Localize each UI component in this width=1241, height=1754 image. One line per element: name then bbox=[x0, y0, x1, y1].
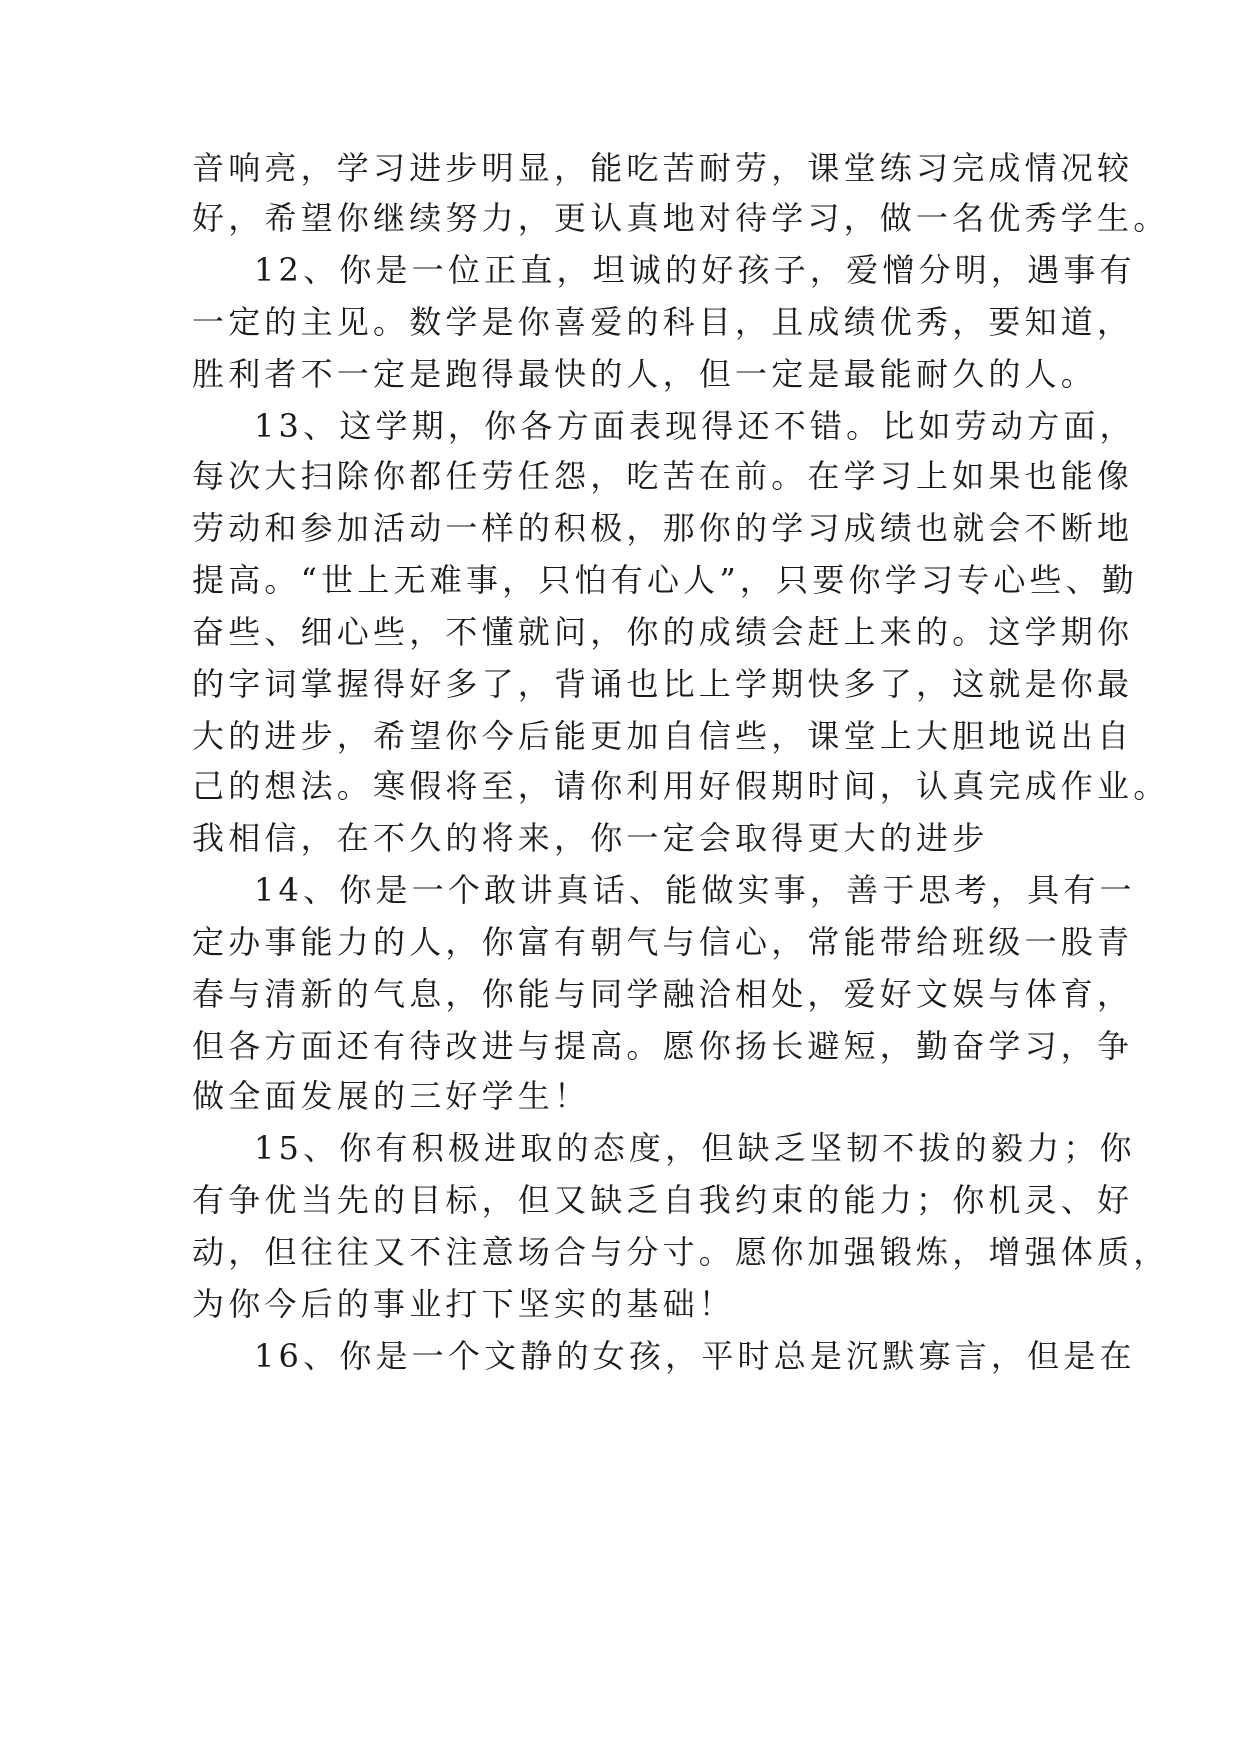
text-line: 提高。“世上无难事，只怕有心人”，只要你学习专心些、勤 bbox=[192, 561, 1139, 599]
text-line: 我相信，在不久的将来，你一定会取得更大的进步 bbox=[192, 819, 989, 857]
text-line: 的字词掌握得好多了，背诵也比上学期快多了，这就是你最 bbox=[192, 665, 1134, 703]
text-line: 春与清新的气息，你能与同学融洽相处，爱好文娱与体育， bbox=[192, 975, 1134, 1013]
paragraph-start-12: 12、你是一位正直，坦诚的好孩子，爱憎分明，遇事有 bbox=[254, 251, 1136, 289]
paragraph-start-14: 14、你是一个敢讲真话、能做实事，善于思考，具有一 bbox=[254, 871, 1136, 909]
text-line: 定办事能力的人，你富有朝气与信心，常能带给班级一股青 bbox=[192, 923, 1134, 961]
text-line: 但各方面还有待改进与提高。愿你扬长避短，勤奋学习，争 bbox=[192, 1027, 1134, 1065]
text-line: 有争优当先的目标，但又缺乏自我约束的能力；你机灵、好 bbox=[192, 1181, 1134, 1219]
text-line: 每次大扫除你都任劳任怨，吃苦在前。在学习上如果也能像 bbox=[192, 457, 1134, 495]
text-line: 劳动和参加活动一样的积极，那你的学习成绩也就会不断地 bbox=[192, 509, 1134, 547]
paragraph-start-15: 15、你有积极进取的态度，但缺乏坚韧不拔的毅力；你 bbox=[254, 1129, 1136, 1167]
text-line: 大的进步，希望你今后能更加自信些，课堂上大胆地说出自 bbox=[192, 717, 1134, 755]
text-line: 胜利者不一定是跑得最快的人，但一定是最能耐久的人。 bbox=[192, 355, 1098, 393]
paragraph-start-13: 13、这学期，你各方面表现得还不错。比如劳动方面， bbox=[254, 407, 1136, 445]
text-line: 动，但往往又不注意场合与分寸。愿你加强锻炼，增强体质， bbox=[192, 1233, 1170, 1271]
text-line: 一定的主见。数学是你喜爱的科目，且成绩优秀，要知道， bbox=[192, 303, 1134, 341]
text-line: 为你今后的事业打下坚实的基础！ bbox=[192, 1285, 736, 1323]
text-line: 好，希望你继续努力，更认真地对待学习，做一名优秀学生。 bbox=[192, 199, 1170, 237]
text-line: 做全面发展的三好学生！ bbox=[192, 1077, 591, 1115]
paragraph-start-16: 16、你是一个文静的女孩，平时总是沉默寡言，但是在 bbox=[254, 1337, 1136, 1375]
text-line: 奋些、细心些，不懂就问，你的成绩会赶上来的。这学期你 bbox=[192, 613, 1134, 651]
text-line: 音响亮，学习进步明显，能吃苦耐劳，课堂练习完成情况较 bbox=[192, 149, 1134, 187]
text-line: 己的想法。寒假将至，请你利用好假期时间，认真完成作业。 bbox=[192, 767, 1170, 805]
